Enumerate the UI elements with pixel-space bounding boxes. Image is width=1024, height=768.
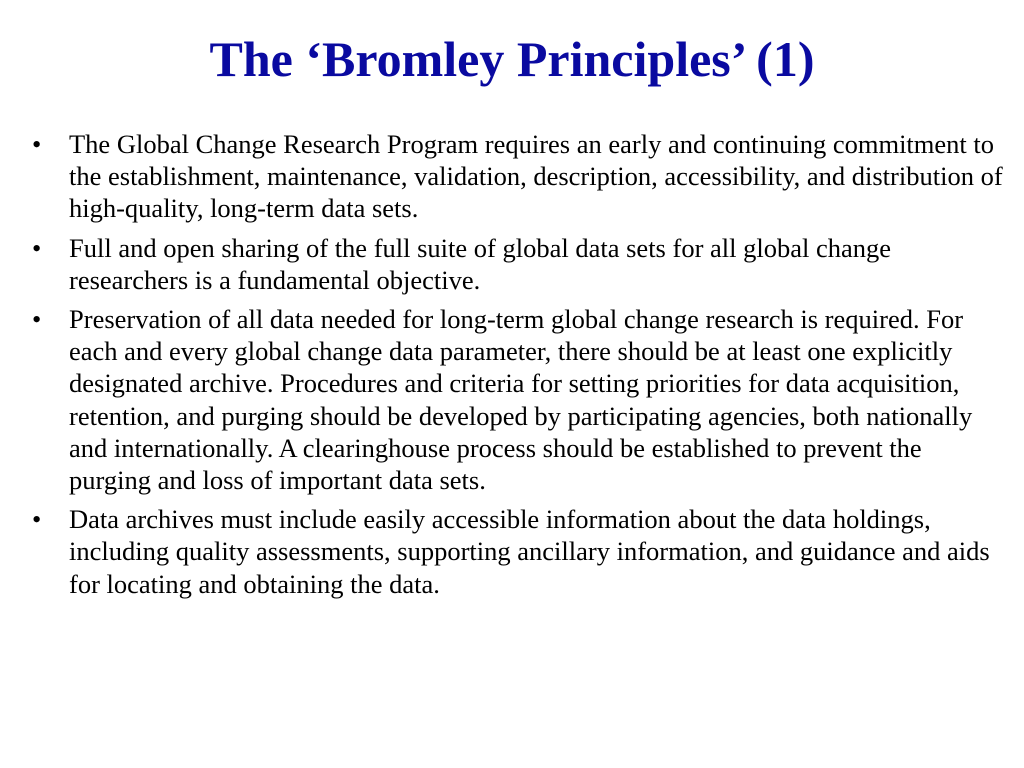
bullet-list: [32, 128, 1007, 607]
bullet-icon: •: [32, 129, 42, 159]
bullet-text: The Global Change Research Program requires an early and continuing commitment to the establishment, maintenance, validation, description, accessibility, and distribution of high-quality, long-term data sets.: [69, 129, 1003, 224]
bullet-icon: •: [32, 304, 42, 335]
bullet-text: Full and open sharing of the full suite of global data sets for all global change researchers is a fundamental objective.: [69, 232, 892, 295]
bullet-icon: •: [32, 504, 42, 535]
list-item: [32, 303, 1007, 496]
list-item: [32, 503, 1007, 600]
bullet-text: Preservation of all data needed for long-term global change research is required. For each and every global change data parameter, there should be at least one explicitly designated archive. Procedures and criteria for setting priorities for data acquisition, retention, and purging should be developed by participating agencies, both nationally and internationally. A clearinghouse process should be established to prevent the purging and loss of important data sets.: [69, 304, 973, 496]
bullet-icon: •: [32, 232, 42, 263]
bullet-text: Data archives must include easily accessible information about the data holdings, including quality assessments, supporting ancillary information, and guidance and aids for locating and obtaining the data.: [69, 504, 990, 599]
slide-title: The ‘Bromley Principles’ (1): [209, 31, 815, 87]
list-item: [32, 232, 1007, 296]
list-item: [32, 128, 1007, 225]
